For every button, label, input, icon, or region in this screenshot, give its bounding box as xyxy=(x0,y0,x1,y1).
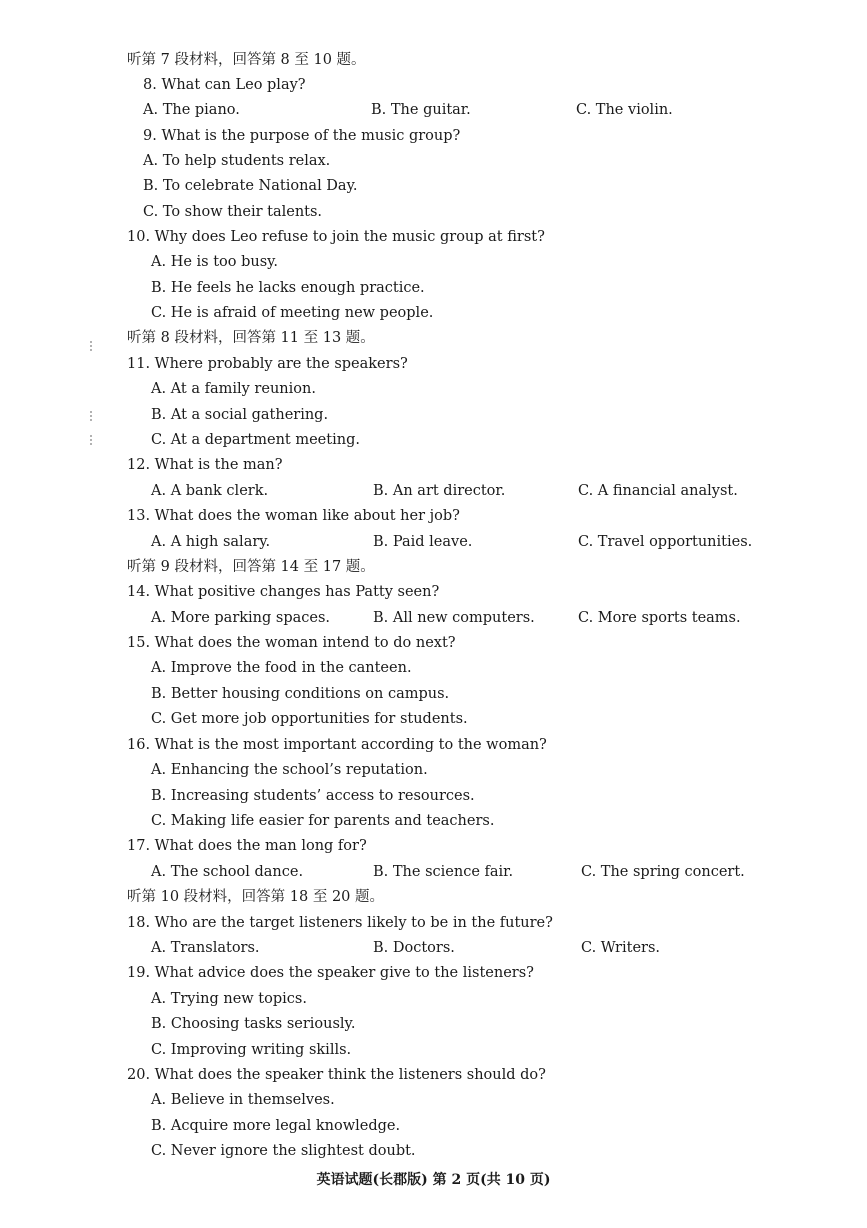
question-20-stem: 20. What does the speaker think the listeners should do? xyxy=(127,1067,546,1083)
question-17-option-a: A. The school dance. xyxy=(151,864,304,880)
question-9-option-a: A. To help students relax. xyxy=(143,153,331,169)
question-13-option-c: C. Travel opportunities. xyxy=(578,534,753,550)
question-19-option-c: C. Improving writing skills. xyxy=(151,1042,352,1058)
question-19-option-b: B. Choosing tasks seriously. xyxy=(151,1016,356,1032)
question-10-option-a: A. He is too busy. xyxy=(151,254,279,270)
question-11-option-a: A. At a family reunion. xyxy=(151,381,316,397)
section-heading-10: 听第 10 段材料，回答第 18 至 20 题。 xyxy=(127,889,385,905)
question-16-option-a: A. Enhancing the school’s reputation. xyxy=(151,762,428,778)
margin-tick-mark xyxy=(86,410,96,424)
question-18-stem: 18. Who are the target listeners likely to be in the future? xyxy=(127,915,553,931)
question-15-option-c: C. Get more job opportunities for students. xyxy=(151,711,468,727)
question-15-option-b: B. Better housing conditions on campus. xyxy=(151,686,450,702)
question-20-option-a: A. Believe in themselves. xyxy=(151,1092,335,1108)
question-20-option-c: C. Never ignore the slightest doubt. xyxy=(151,1143,416,1159)
question-13-option-a: A. A high salary. xyxy=(151,534,271,550)
question-14-stem: 14. What positive changes has Patty seen? xyxy=(127,584,440,600)
question-8-option-a: A. The piano. xyxy=(143,102,240,118)
question-8-option-b: B. The guitar. xyxy=(371,102,471,118)
question-15-stem: 15. What does the woman intend to do next? xyxy=(127,635,456,651)
page-footer: 英语试题(长郡版) 第 2 页(共 10 页) xyxy=(316,1172,551,1188)
question-10-option-c: C. He is afraid of meeting new people. xyxy=(151,305,434,321)
question-10-option-b: B. He feels he lacks enough practice. xyxy=(151,280,425,296)
section-heading-8: 听第 8 段材料，回答第 11 至 13 题。 xyxy=(127,330,375,346)
question-10-stem: 10. Why does Leo refuse to join the music group at first? xyxy=(127,229,545,245)
question-17-stem: 17. What does the man long for? xyxy=(127,838,367,854)
question-8-option-c: C. The violin. xyxy=(576,102,673,118)
question-18-option-b: B. Doctors. xyxy=(373,940,455,956)
question-18-option-c: C. Writers. xyxy=(581,940,661,956)
question-13-stem: 13. What does the woman like about her job? xyxy=(127,508,460,524)
question-9-option-b: B. To celebrate National Day. xyxy=(143,178,358,194)
question-12-option-c: C. A financial analyst. xyxy=(578,483,738,499)
margin-tick-mark xyxy=(86,434,96,448)
question-12-option-a: A. A bank clerk. xyxy=(151,483,269,499)
question-20-option-b: B. Acquire more legal knowledge. xyxy=(151,1118,401,1134)
question-11-stem: 11. Where probably are the speakers? xyxy=(127,356,408,372)
section-heading-7: 听第 7 段材料，回答第 8 至 10 题。 xyxy=(127,52,366,68)
question-9-stem: 9. What is the purpose of the music group? xyxy=(143,128,461,144)
section-heading-9: 听第 9 段材料，回答第 14 至 17 题。 xyxy=(127,559,375,575)
question-16-option-b: B. Increasing students’ access to resources. xyxy=(151,788,475,804)
margin-tick-mark xyxy=(86,340,96,354)
question-14-option-a: A. More parking spaces. xyxy=(151,610,331,626)
question-17-option-b: B. The science fair. xyxy=(373,864,514,880)
question-16-stem: 16. What is the most important according to the woman? xyxy=(127,737,547,753)
question-13-option-b: B. Paid leave. xyxy=(373,534,473,550)
question-14-option-b: B. All new computers. xyxy=(373,610,535,626)
question-11-option-c: C. At a department meeting. xyxy=(151,432,360,448)
question-16-option-c: C. Making life easier for parents and teachers. xyxy=(151,813,495,829)
question-18-option-a: A. Translators. xyxy=(151,940,260,956)
question-17-option-c: C. The spring concert. xyxy=(581,864,745,880)
question-12-option-b: B. An art director. xyxy=(373,483,506,499)
question-15-option-a: A. Improve the food in the canteen. xyxy=(151,660,412,676)
question-14-option-c: C. More sports teams. xyxy=(578,610,741,626)
question-8-stem: 8. What can Leo play? xyxy=(143,77,306,93)
question-19-stem: 19. What advice does the speaker give to the listeners? xyxy=(127,965,534,981)
question-11-option-b: B. At a social gathering. xyxy=(151,407,329,423)
question-19-option-a: A. Trying new topics. xyxy=(151,991,307,1007)
question-9-option-c: C. To show their talents. xyxy=(143,204,323,220)
question-12-stem: 12. What is the man? xyxy=(127,457,283,473)
